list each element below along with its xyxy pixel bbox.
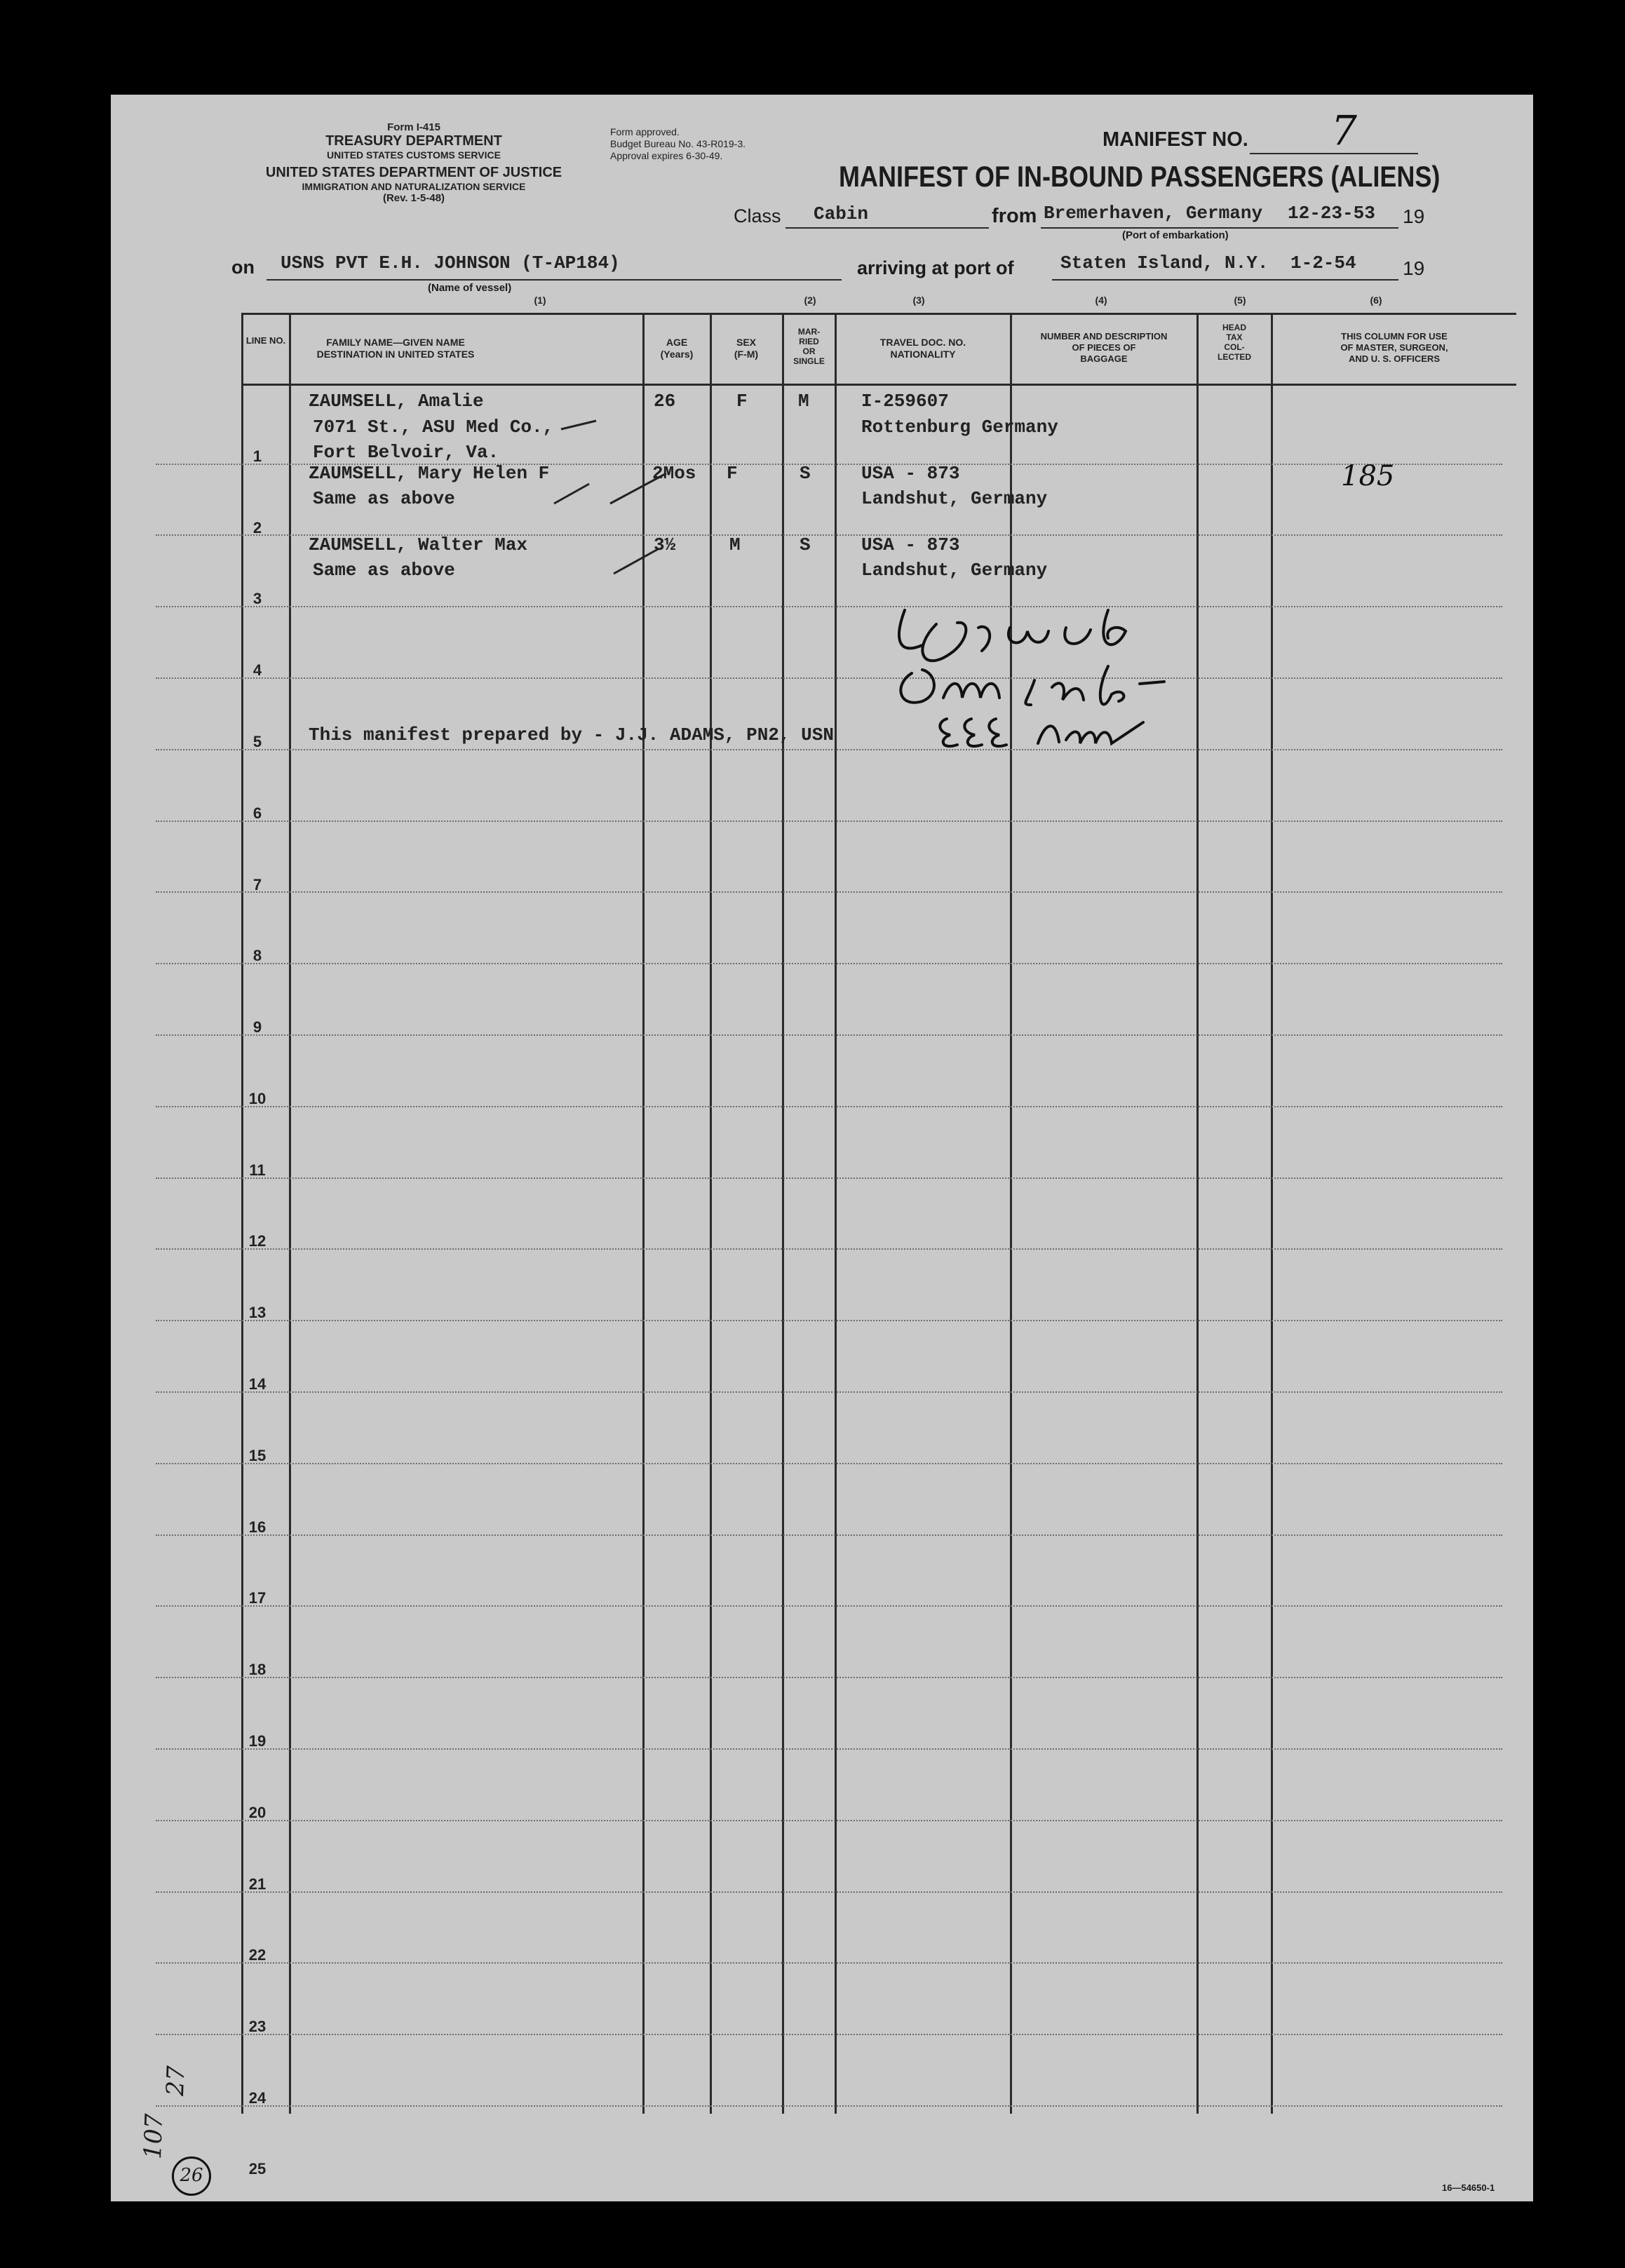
line-number: 12 [248, 1232, 267, 1250]
column-number: (4) [1095, 295, 1107, 306]
prepared-by-note: This manifest prepared by - J.J. ADAMS, PN2, USN [309, 724, 834, 745]
header-text: TAX [1226, 332, 1243, 342]
form-revision: (Rev. 1-5-48) [382, 192, 445, 204]
line-number: 6 [252, 804, 262, 822]
form-header-left [231, 121, 596, 204]
header-officers [1272, 331, 1516, 365]
class-value: Cabin [814, 203, 869, 224]
column-number: (3) [912, 295, 925, 306]
on-label: on [231, 257, 255, 278]
header-text: RIED [799, 337, 819, 346]
row-rule [156, 1534, 1502, 1536]
vessel-underline [267, 279, 842, 281]
from-label: from [992, 205, 1037, 227]
passenger-destination: Same as above [313, 488, 455, 509]
passenger-destination: 7071 St., ASU Med Co., [313, 417, 554, 438]
header-text: MAR- [797, 327, 821, 337]
header-text: OF PIECES OF [1072, 342, 1136, 353]
passenger-sex: M [729, 534, 741, 555]
passenger-marital: S [800, 534, 811, 555]
line-number: 14 [248, 1375, 267, 1393]
row-rule [156, 677, 1502, 679]
line-number: 17 [248, 1589, 267, 1607]
header-text: DESTINATION IN UNITED STATES [316, 349, 475, 360]
form-code: 16—54650-1 [1442, 2182, 1495, 2193]
line-number: 21 [248, 1875, 267, 1893]
row-rule [156, 1748, 1502, 1750]
nationality: Rottenburg Germany [861, 417, 1058, 438]
line-number: 24 [248, 2089, 267, 2107]
column-divider [835, 313, 837, 2114]
approval-line: Budget Bureau No. 43-R019-3. [610, 138, 746, 149]
column-number: (2) [804, 295, 816, 306]
column-divider [1271, 313, 1273, 2114]
row-rule [156, 1962, 1502, 1964]
passenger-marital: S [800, 463, 811, 484]
header-text: NUMBER AND DESCRIPTION [1040, 331, 1168, 342]
header-age [644, 337, 710, 360]
row-rule [156, 2034, 1502, 2035]
line-number: 20 [248, 1804, 267, 1821]
line-number: 15 [248, 1447, 267, 1464]
nationality: Landshut, Germany [861, 488, 1048, 509]
header-text: SINGLE [793, 356, 825, 366]
row-rule [156, 1320, 1502, 1321]
column-divider [642, 313, 645, 2114]
header-text: LINE NO. [245, 335, 286, 346]
year-prefix: 19 [1403, 257, 1425, 279]
header-text: SEX [736, 337, 756, 348]
row-rule [156, 1248, 1502, 1250]
vessel-name: USNS PVT E.H. JOHNSON (T-AP184) [281, 252, 620, 274]
row-rule [156, 1605, 1502, 1607]
row-rule [156, 1891, 1502, 1893]
vessel-caption: (Name of vessel) [428, 282, 512, 294]
customs-service: UNITED STATES CUSTOMS SERVICE [327, 149, 501, 161]
passenger-destination: Same as above [313, 560, 455, 581]
line-number: 10 [248, 1090, 267, 1107]
class-label: Class [734, 205, 781, 227]
check-mark [610, 473, 666, 504]
check-mark [614, 548, 659, 574]
header-travel-doc [836, 337, 1010, 360]
form-approval [610, 126, 746, 162]
travel-doc-number: USA - 873 [861, 534, 960, 555]
row-rule [156, 1034, 1502, 1036]
row-rule [156, 1106, 1502, 1107]
arrival-date: 1-2-54 [1290, 252, 1356, 274]
header-text: OR [802, 346, 816, 356]
officer-number: 185 [1341, 460, 1395, 492]
line-number: 9 [252, 1018, 262, 1036]
header-text: AND U. S. OFFICERS [1348, 353, 1440, 364]
passenger-name: ZAUMSELL, Walter Max [309, 534, 528, 555]
column-number: (1) [534, 295, 546, 306]
header-bottom-rule [241, 384, 1516, 386]
department-of-justice: UNITED STATES DEPARTMENT OF JUSTICE [265, 165, 562, 180]
line-number: 2 [252, 519, 262, 536]
passenger-age: 2Mos [652, 463, 696, 484]
margin-note: 107 [139, 2113, 169, 2160]
header-text: (Years) [660, 349, 694, 360]
header-name [290, 337, 501, 360]
column-divider [782, 313, 784, 2114]
passenger-sex: F [727, 463, 738, 484]
header-baggage [1011, 331, 1196, 365]
year-prefix: 19 [1403, 205, 1425, 227]
line-number: 5 [252, 733, 262, 750]
passenger-name: ZAUMSELL, Amalie [309, 391, 484, 412]
port-embarkation-caption: (Port of embarkation) [1122, 229, 1229, 241]
line-number: 8 [252, 947, 262, 964]
header-text: COL- [1224, 342, 1245, 352]
passenger-destination: Fort Belvoir, Va. [313, 442, 499, 463]
treasury-department: TREASURY DEPARTMENT [325, 133, 502, 149]
line-number: 4 [252, 661, 262, 679]
port-of-embarkation: Bremerhaven, Germany [1044, 203, 1263, 224]
table-top-rule [241, 313, 1516, 315]
row-rule [156, 891, 1502, 893]
line-number: 3 [252, 590, 262, 607]
column-number: (5) [1234, 295, 1246, 306]
row-rule [156, 963, 1502, 964]
header-text: TRAVEL DOC. NO. [879, 337, 966, 348]
circled-number: 26 [180, 2165, 203, 2186]
ins: IMMIGRATION AND NATURALIZATION SERVICE [302, 181, 526, 192]
manifest-title: MANIFEST OF IN-BOUND PASSENGERS (ALIENS) [839, 160, 1441, 194]
line-number: 18 [248, 1661, 267, 1678]
port-underline [1041, 227, 1398, 229]
row-rule [156, 1820, 1502, 1821]
manifest-number-label: MANIFEST NO. [1103, 128, 1248, 151]
line-number: 23 [248, 2018, 267, 2035]
passenger-sex: F [736, 391, 748, 412]
arriving-label: arriving at port of [857, 257, 1014, 278]
check-mark [561, 421, 596, 429]
row-rule [156, 1391, 1502, 1393]
form-number: Form I-415 [387, 121, 440, 133]
line-number: 13 [248, 1304, 267, 1321]
line-number: 22 [248, 1946, 267, 1964]
header-text: OF MASTER, SURGEON, [1340, 342, 1448, 353]
line-number: 16 [248, 1518, 267, 1536]
travel-doc-number: USA - 873 [861, 463, 960, 484]
arrival-port: Staten Island, N.Y. [1060, 252, 1269, 274]
line-number: 1 [252, 447, 262, 465]
margin-note: 27 [161, 2065, 191, 2097]
header-sex [711, 337, 781, 360]
table-left-border [241, 313, 243, 2114]
line-number: 25 [248, 2160, 267, 2178]
initials-mark [933, 708, 1164, 757]
header-text: LECTED [1218, 352, 1251, 362]
approval-line: Approval expires 6-30-49. [610, 150, 723, 161]
header-head-tax [1198, 323, 1271, 362]
row-rule [156, 1677, 1502, 1678]
manifest-number: 7 [1331, 107, 1357, 154]
header-text: NATIONALITY [890, 349, 956, 360]
row-rule [156, 821, 1502, 822]
row-rule [156, 606, 1502, 607]
header-married [783, 327, 835, 366]
passenger-name: ZAUMSELL, Mary Helen F [309, 463, 550, 484]
circled-number-mark [172, 2156, 211, 2196]
approval-line: Form approved. [610, 126, 680, 137]
column-divider [710, 313, 712, 2114]
column-number: (6) [1370, 295, 1382, 306]
travel-doc-number: I-259607 [861, 391, 949, 412]
header-text: FAMILY NAME—GIVEN NAME [326, 337, 465, 348]
passenger-age: 3½ [654, 534, 676, 555]
row-rule [156, 1177, 1502, 1179]
header-text: BAGGAGE [1080, 353, 1128, 364]
row-rule [156, 1463, 1502, 1464]
arrival-underline [1052, 279, 1398, 281]
nationality: Landshut, Germany [861, 560, 1048, 581]
header-text: HEAD [1222, 323, 1246, 332]
column-divider [289, 313, 291, 2114]
check-mark [554, 484, 589, 504]
line-number: 19 [248, 1732, 267, 1750]
check-marks [547, 414, 701, 582]
passenger-marital: M [798, 391, 809, 412]
header-text: THIS COLUMN FOR USE [1341, 331, 1448, 342]
column-divider [1010, 313, 1012, 2114]
column-divider [1196, 313, 1199, 2114]
departure-date: 12-23-53 [1288, 203, 1375, 224]
line-number: 11 [249, 1161, 266, 1179]
class-underline [785, 227, 989, 229]
header-line-no [243, 335, 289, 346]
passenger-age: 26 [654, 391, 676, 412]
header-text: AGE [666, 337, 688, 348]
row-rule [156, 749, 1502, 750]
line-number: 7 [252, 876, 262, 893]
row-rule [156, 2105, 1502, 2107]
header-text: (F-M) [734, 349, 759, 360]
